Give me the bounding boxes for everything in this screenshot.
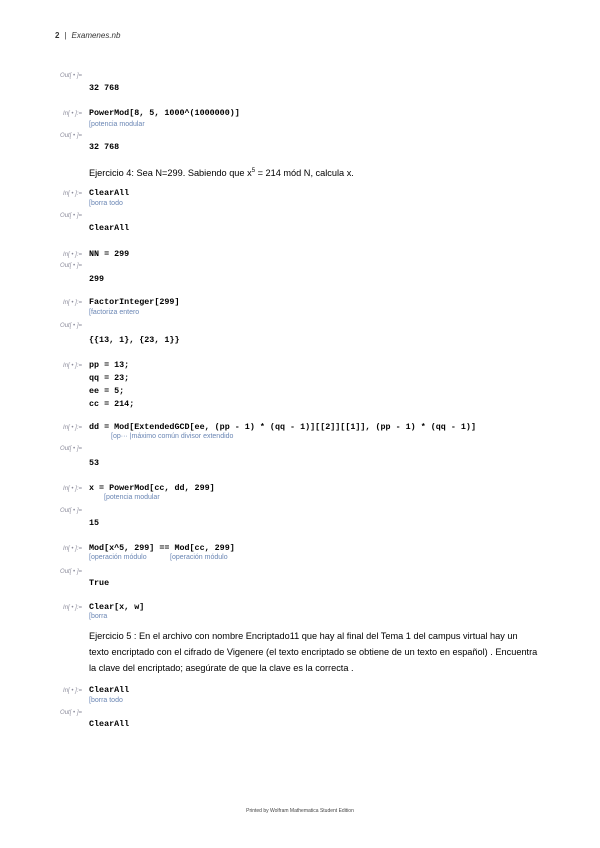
in-label: In[ • ]:= xyxy=(63,111,82,117)
function-hint: [ factoriza entero xyxy=(89,309,139,316)
output-cell[interactable]: 53 xyxy=(89,458,100,468)
text-cell-ejercicio-4[interactable] xyxy=(89,163,539,181)
out-label: Out[ • ]= xyxy=(60,446,82,452)
function-hint: [ operación módulo xyxy=(170,554,228,561)
page-number: 2 xyxy=(55,31,60,40)
in-label: In[ • ]:= xyxy=(63,363,82,369)
input-cell[interactable]: ClearAll xyxy=(89,685,130,695)
function-hint: [ operación módulo xyxy=(89,554,147,561)
in-label: In[ • ]:= xyxy=(63,252,82,258)
output-cell[interactable]: 15 xyxy=(89,518,100,528)
function-hint: [ op··· |máximo común divisor extendido xyxy=(111,433,233,440)
output-cell[interactable]: 32 768 xyxy=(89,142,120,152)
input-cell[interactable]: FactorInteger[299] xyxy=(89,297,180,307)
ej4-text-a: Ejercicio 4: Sea N=299. Sabiendo que x xyxy=(89,168,252,179)
function-hint: [ potencia modular xyxy=(104,494,160,501)
output-cell[interactable]: True xyxy=(89,578,110,588)
out-label: Out[ • ]= xyxy=(60,569,82,575)
out-label: Out[ • ]= xyxy=(60,710,82,716)
in-label: In[ • ]:= xyxy=(63,191,82,197)
input-cell[interactable]: Mod[x^5, 299] == Mod[cc, 299] xyxy=(89,543,235,553)
input-cell[interactable]: NN = 299 xyxy=(89,249,130,259)
notebook-title: Examenes.nb xyxy=(71,31,121,40)
in-label: In[ • ]:= xyxy=(63,300,82,306)
in-label: In[ • ]:= xyxy=(63,546,82,552)
out-label: Out[ • ]= xyxy=(60,133,82,139)
out-label: Out[ • ]= xyxy=(60,73,82,79)
in-label: In[ • ]:= xyxy=(63,605,82,611)
text-cell-ejercicio-5[interactable]: Ejercicio 5 : En el archivo con nombre Encriptado11 que hay al final del Tema 1 del campus virtual hay un texto encriptado con el cifrado de Vigenere (el texto encriptado se obtiene de un texto en español) . Encuentra la clave del encriptado; asegúrate de que la clave es la correcta . xyxy=(89,631,538,673)
output-cell[interactable]: 299 xyxy=(89,274,105,284)
output-cell[interactable]: {{13, 1}, {23, 1}} xyxy=(89,335,180,345)
in-label: In[ • ]:= xyxy=(63,688,82,694)
output-cell[interactable]: 32 768 xyxy=(89,83,120,93)
function-hint: [ borra todo xyxy=(89,200,123,207)
in-label: In[ • ]:= xyxy=(63,486,82,492)
out-label: Out[ • ]= xyxy=(60,213,82,219)
in-label: In[ • ]:= xyxy=(63,425,82,431)
header-separator: | xyxy=(64,31,67,40)
out-label: Out[ • ]= xyxy=(60,263,82,269)
input-cell[interactable]: ClearAll xyxy=(89,188,130,198)
input-cell[interactable]: dd = Mod[ExtendedGCD[ee, (pp - 1) * (qq - 1)][[2]][[1]], (pp - 1) * (qq - 1)] xyxy=(89,422,476,432)
output-cell[interactable]: ClearAll xyxy=(89,223,130,233)
input-cell[interactable]: x = PowerMod[cc, dd, 299] xyxy=(89,483,215,493)
function-hint: [ borra todo xyxy=(89,697,123,704)
input-cell[interactable]: Clear[x, w] xyxy=(89,602,145,612)
ej4-superscript: 5 xyxy=(251,168,256,174)
page-header xyxy=(55,31,120,40)
out-label: Out[ • ]= xyxy=(60,508,82,514)
output-cell[interactable]: ClearAll xyxy=(89,719,130,729)
input-cell[interactable]: pp = 13; qq = 23; ee = 5; cc = 214; xyxy=(89,360,135,409)
function-hint: [ potencia modular xyxy=(89,121,145,128)
function-hint: [ borra xyxy=(89,613,107,620)
page-footer: Printed by Wolfram Mathematica Student Edition xyxy=(246,808,354,814)
input-cell[interactable]: PowerMod[8, 5, 1000^(1000000)] xyxy=(89,108,240,118)
out-label: Out[ • ]= xyxy=(60,323,82,329)
ej4-text-b: = 214 mód N, calcula x. xyxy=(255,168,354,179)
